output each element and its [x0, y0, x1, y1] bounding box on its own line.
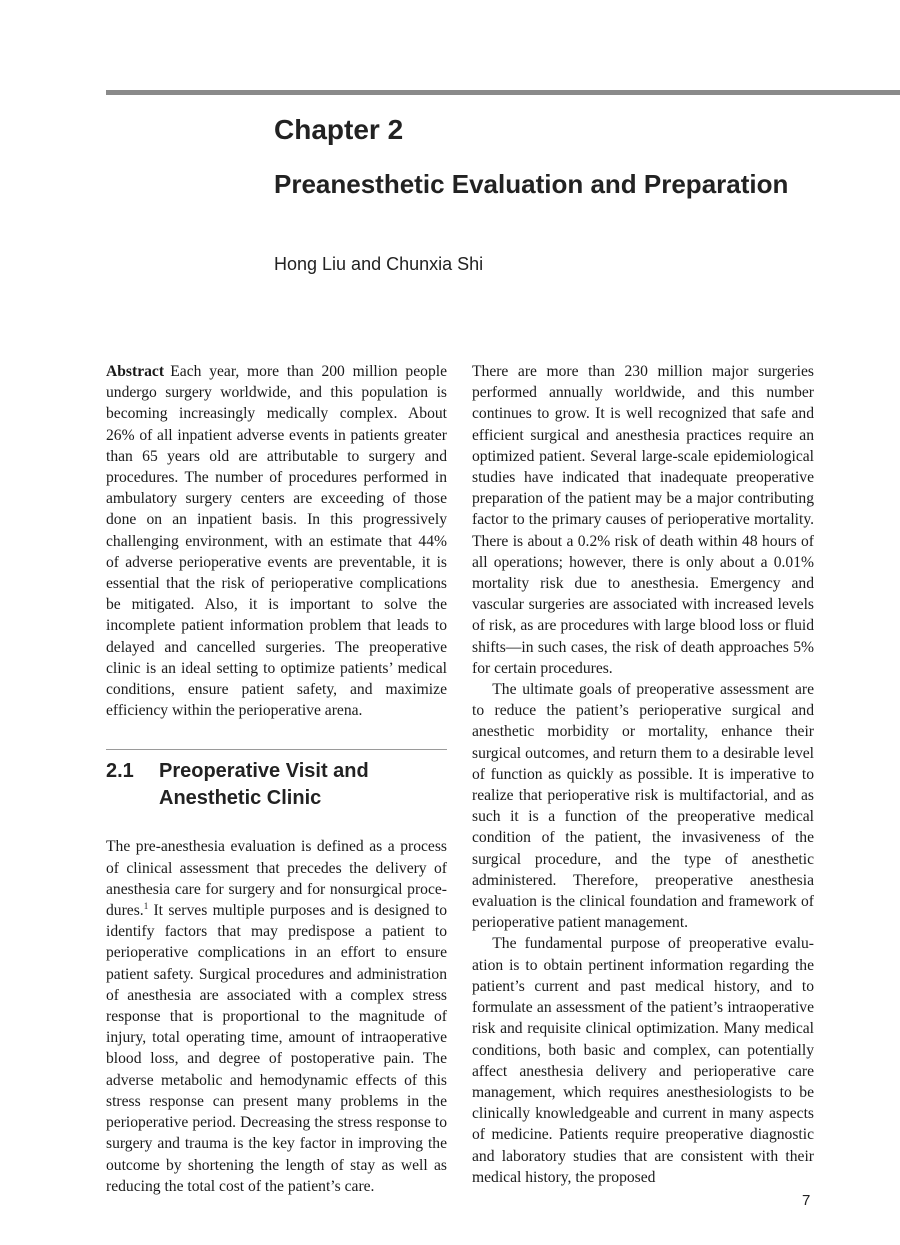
section-title: Preoperative Visit and Anesthetic Clinic — [159, 760, 369, 810]
page-number: 7 — [802, 1192, 811, 1209]
chapter-authors: Hong Liu and Chunxia Shi — [274, 254, 484, 274]
reference-marker[interactable]: 1 — [143, 901, 149, 912]
section-paragraph-text: The pre-anesthesia evaluation is defined as a process of clinical assessment that precedes the delivery of anesthesia care for surgery and for nonsurgical procedures. — [106, 838, 447, 920]
abstract — [106, 361, 447, 721]
section-heading — [106, 758, 447, 812]
right-paragraph-1: There are more than 230 million major surgeries performed annually worldwide, and this number continues to grow. It is well recognized that safe and efficient surgical and anesthesia practices require an optimized patient. Several large-scale epidemiological studies have indicated that inadequate preoperative preparation of the patient may be a major contributing factor to the primary causes of perioperative mortality. There is about a 0.2% risk of death within 48 hours of all operations; however, there is only about a 0.01% mortality risk due to anesthesia. Emergency and vascular surgeries are associated with increased levels of risk, as are procedures with large blood loss or fluid shifts—in such cases, the risk of death approaches 5% for certain procedures. — [472, 363, 814, 677]
abstract-text: Each year, more than 200 million people undergo surgery worldwide, and this population is becoming increasingly medically complex. About 26% of all inpatient adverse events in patients greater than 65 years old are attributable to surgery and procedures. The number of procedures performed in ambulatory surgery centers are exceeding of those done on an inpatient basis. In this progressively challenging environment, with an estimate that 44% of adverse perioperative events are preventable, it is essential that the risk of perioperative complications be mitigated. Also, it is important to solve the incomplete patient information problem that leads to delayed and cancelled surgeries. The preoperative clinic is an ideal setting to optimize patients’ medical conditions, ensure patient safety, and maximize efficiency within the perioperative arena. — [106, 363, 447, 720]
top-rule — [106, 90, 900, 95]
section-paragraph — [106, 836, 447, 1196]
chapter-title: Preanesthetic Evaluation and Preparation — [274, 169, 789, 199]
abstract-label: Abstract — [106, 363, 165, 380]
right-paragraph-2: The ultimate goals of preoperative assessment are to reduce the patient’s perioperative surgical and anesthetic morbidity or mortality, enhance their surgical outcomes, and return them to a desirable level of function as quickly as possible. It is imperative to realize that perioperative risk is multifactorial, and as such it is a function of the preoperative medical condition of the patient, the invasiveness of the surgical procedure, and the type of anesthetic administered. Therefore, preoperative anesthesia evaluation is the clinical foundation and framework of perioperative patient management. — [472, 681, 814, 932]
right-paragraph-3: The fundamental purpose of preoperative evaluation is to obtain pertinent information regarding the patient’s current and past medical history, and to formulate an assessment of the patient’s intraoperative risk and requisite clinical optimization. Many medical conditions, both basic and complex, can potentially affect anesthesia delivery and perioperative care management, which requires anesthesiologists to be clinically knowledgeable and current in many aspects of medicine. Patients require preoperative diagnostic and laboratory studies that are consistent with their medical history, the proposed — [472, 935, 814, 1186]
chapter-label: Chapter 2 — [274, 114, 404, 145]
section-paragraph-text-continued: It serves multiple purposes and is designed to identify factors that may predispose a patient to perioperative complications in an effort to ensure patient safety. Surgical procedures and administration of anesthesia are associated with a complex stress response that is proportional to the magnitude of injury, total operating time, amount of intraoperative blood loss, and degree of postoperative pain. The adverse metabolic and hemodynamic effects of this stress response can present many problems in the perioperative period. Decreasing the stress response to surgery and trauma is the key factor in improving the outcome by shortening the length of stay as well as reducing the total cost of the patient’s care. — [106, 902, 447, 1195]
section-number: 2.1 — [106, 760, 134, 783]
left-column — [106, 361, 447, 1197]
right-column — [472, 361, 814, 1188]
section-rule — [106, 749, 447, 750]
